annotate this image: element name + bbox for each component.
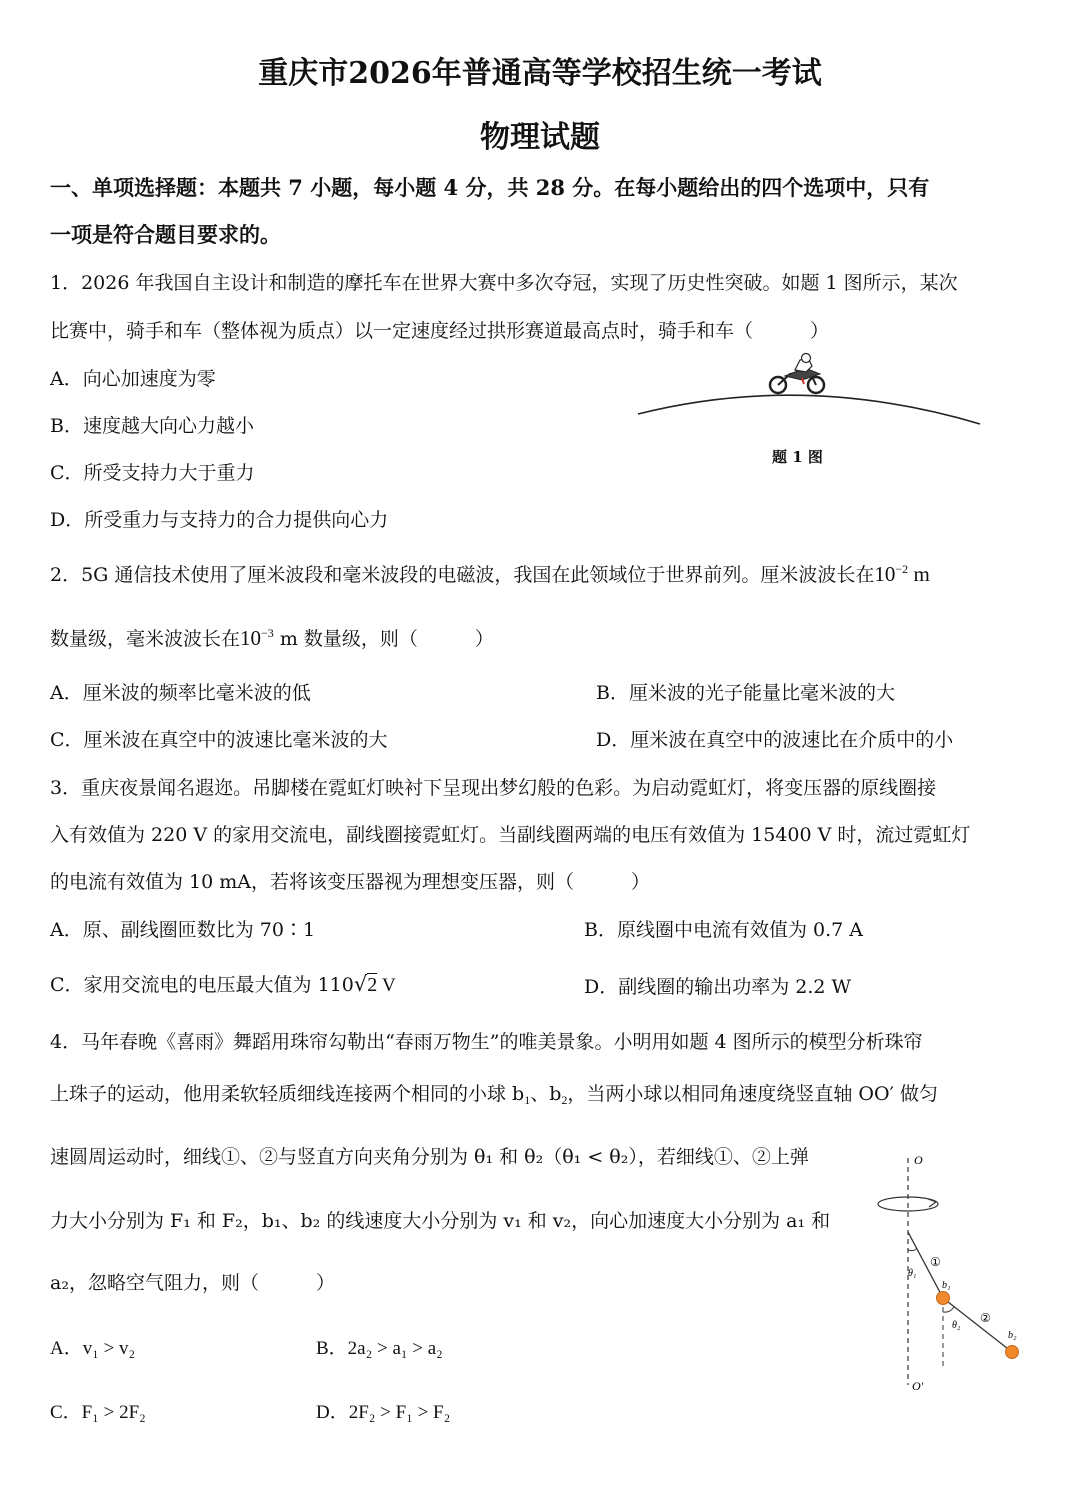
q2-option-d: D．厘米波在真空中的波速比在介质中的小 — [596, 729, 954, 751]
q2-stem-line1-text: 2．5G 通信技术使用了厘米波段和毫米波段的电磁波，我国在此领域位于世界前列。厘米波波长在 — [50, 564, 875, 586]
q2-power-base-2: 10 — [240, 626, 262, 650]
q1-option-a: A．向心加速度为零 — [50, 368, 216, 390]
q3-option-a: A．原、副线圈匝数比为 70∶1 — [50, 919, 316, 941]
q4-stem-line1: 4．马年春晚《喜雨》舞蹈用珠帘勾勒出“春雨万物生”的唯美景象。小明用如题 4 图所示的模型分析珠帘 — [50, 1031, 923, 1053]
q4-stem-line3: 速圆周运动时，细线①、②与竖直方向夹角分别为 θ₁ 和 θ₂（θ₁ < θ₂），若细线①、②上弹 — [50, 1146, 809, 1168]
ball-b1 — [937, 1292, 950, 1305]
q4-stem-line2-post: ，当两小球以相同角速度绕竖直轴 OO′ 做匀 — [567, 1083, 938, 1105]
q4-stem-line5: a₂，忽略空气阻力，则（ ） — [50, 1272, 335, 1294]
q4-option-c: C．F₁ > 2F₂ — [50, 1402, 146, 1423]
q2-stem-line2 — [50, 624, 494, 651]
q2-stem-line2-text: 数量级，毫米波波长在 — [50, 628, 241, 650]
q1-stem-line1: 1．2026 年我国自主设计和制造的摩托车在世界大赛中多次夺冠，实现了历史性突破。如题 1 图所示，某次 — [50, 272, 958, 294]
q4-figure — [872, 1150, 1052, 1400]
q3-option-c-text: C．家用交流电的电压最大值为 110 — [50, 974, 354, 996]
section-heading-line2: 一项是符合题目要求的。 — [50, 222, 281, 247]
q1-option-d: D．所受重力与支持力的合力提供向心力 — [50, 509, 389, 531]
subscript-2: 2 — [561, 1093, 568, 1107]
q1-stem-line2: 比赛中，骑手和车（整体视为质点）以一定速度经过拱形赛道最高点时，骑手和车（ ） — [50, 320, 830, 342]
q2-power-base: 10 — [874, 562, 896, 586]
q3-stem-line1: 3．重庆夜景闻名遐迩。吊脚楼在霓虹灯映衬下呈现出梦幻般的色彩。为启动霓虹灯，将变压器的原线圈接 — [50, 777, 937, 799]
q1-option-b: B．速度越大向心力越小 — [50, 415, 254, 437]
label-o-bottom: O′ — [912, 1379, 924, 1393]
q3-option-d: D．副线圈的输出功率为 2.2 W — [584, 976, 852, 998]
q4-option-a: A．v₁ > v₂ — [50, 1338, 136, 1359]
q3-option-c-unit: V — [377, 975, 396, 996]
label-b2: b₂ — [1008, 1330, 1017, 1341]
label-theta2: θ₂ — [952, 1320, 961, 1331]
q2-power-exp: −2 — [895, 562, 909, 576]
section-heading-line1: 一、单项选择题：本题共 7 小题，每小题 4 分，共 28 分。在每小题给出的四个选项中，只有 — [50, 175, 930, 200]
label-b1: b₁ — [942, 1280, 951, 1291]
q3-stem-line3: 的电流有效值为 10 mA，若将该变压器视为理想变压器，则（ ） — [50, 871, 650, 893]
label-o-top: O — [914, 1153, 923, 1167]
exam-subtitle: 物理试题 — [480, 120, 600, 155]
angle-arc-2 — [943, 1307, 954, 1312]
q4-stem-line4: 力大小分别为 F₁ 和 F₂，b₁、b₂ 的线速度大小分别为 v₁ 和 v₂，向心加速度大小分别为 a₁ 和 — [50, 1210, 831, 1232]
motorcycle-icon — [770, 354, 824, 394]
q4-option-b: B．2a₂ > a₁ > a₂ — [316, 1338, 443, 1359]
q1-figure — [630, 350, 990, 440]
label-line1: ① — [930, 1255, 941, 1269]
sqrt-radicand: 2 — [367, 974, 378, 996]
q2-option-a: A．厘米波的频率比毫米波的低 — [50, 682, 311, 704]
q2-power-exp-2: −3 — [261, 626, 274, 640]
q2-stem-line2-tail: m 数量级，则（ ） — [273, 628, 494, 650]
exam-title: 重庆市2026年普通高等学校招生统一考试 — [258, 56, 822, 91]
q2-option-c: C．厘米波在真空中的波速比毫米波的大 — [50, 729, 388, 751]
q4-stem-line2-mid: 、b — [530, 1083, 562, 1105]
q1-option-c: C．所受支持力大于重力 — [50, 462, 255, 484]
q3-option-b: B．原线圈中电流有效值为 0.7 A — [584, 919, 863, 941]
q2-unit: m — [908, 562, 930, 586]
label-theta1: θ₁ — [908, 1268, 917, 1279]
angle-arc-1 — [908, 1248, 917, 1251]
sqrt-sign: √ — [353, 972, 368, 996]
q3-option-c — [50, 970, 396, 997]
q3-stem-line2: 入有效值为 220 V 的家用交流电，副线圈接霓虹灯。当副线圈两端的电压有效值为 15400 V 时，流过霓虹灯 — [50, 824, 971, 846]
arched-track — [638, 395, 980, 424]
label-line2: ② — [980, 1311, 991, 1325]
subscript-1: 1 — [524, 1093, 531, 1107]
q4-stem-line2-pre: 上珠子的运动，他用柔软轻质细线连接两个相同的小球 b — [50, 1083, 525, 1105]
q4-stem-line2-composite — [50, 1079, 938, 1108]
ball-b2 — [1006, 1346, 1019, 1359]
q1-figure-caption: 题 1 图 — [772, 448, 823, 466]
q2-option-b: B．厘米波的光子能量比毫米波的大 — [596, 682, 895, 704]
q4-option-d: D．2F₂ > F₁ > F₂ — [316, 1402, 451, 1423]
q2-stem-line1 — [50, 560, 930, 587]
